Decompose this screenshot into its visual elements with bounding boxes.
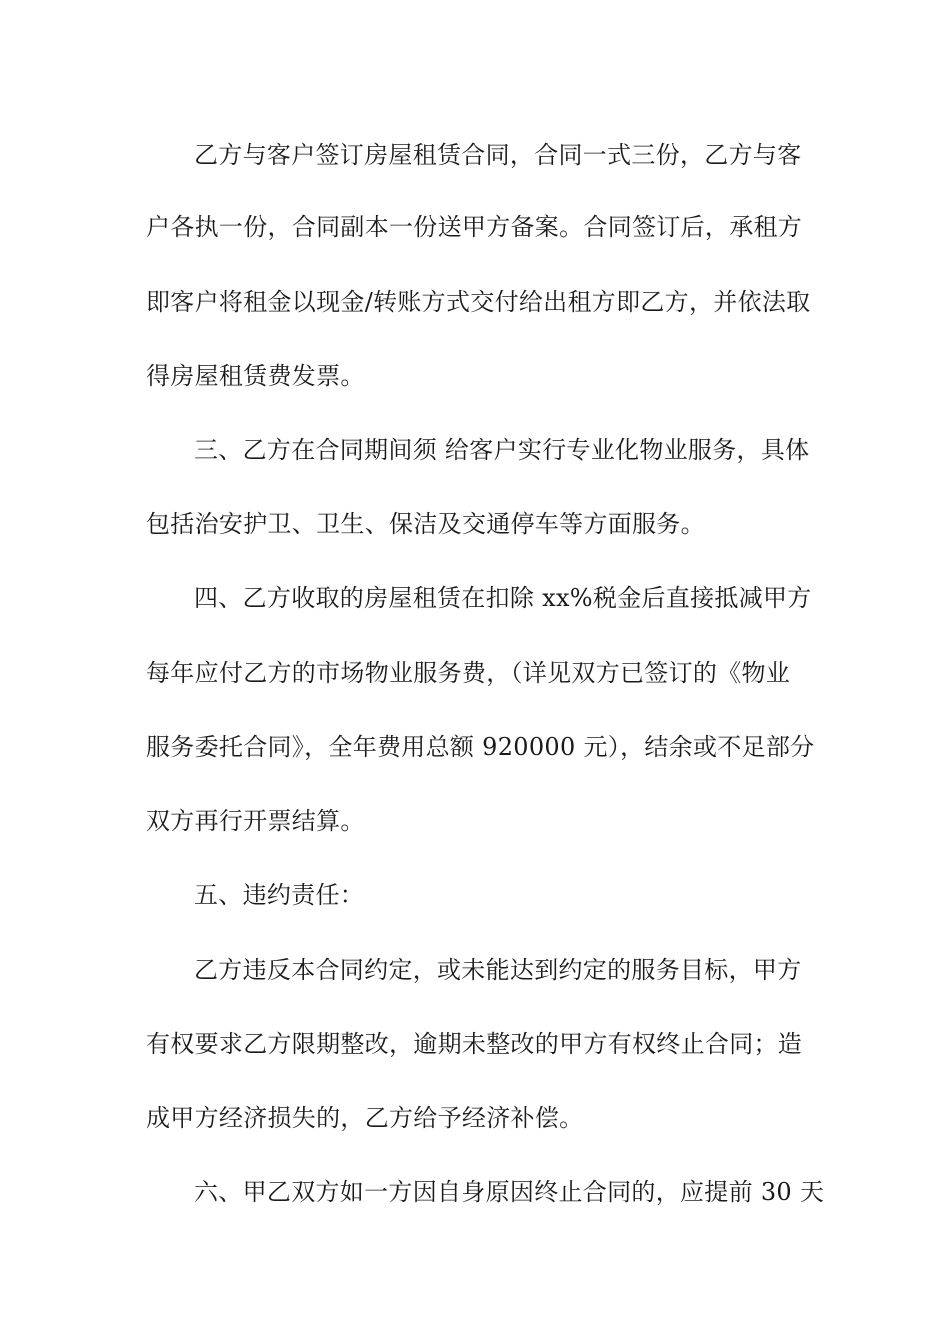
paragraph-line: 即客户将租金以现金/转账方式交付给出租方即乙方，并依法取 bbox=[146, 288, 811, 316]
clause-four-line: 四、乙方收取的房屋租赁在扣除 xx%税金后直接抵减甲方 bbox=[194, 584, 812, 612]
clause-three-line: 三、乙方在合同期间须 给客户实行专业化物业服务，具体 bbox=[194, 436, 810, 464]
paragraph-line: 双方再行开票结算。 bbox=[146, 807, 365, 835]
paragraph-line: 户各执一份，合同副本一份送甲方备案。合同签订后，承租方 bbox=[146, 213, 803, 241]
clause-six-line: 六、甲乙双方如一方因自身原因终止合同的，应提前 30 天 bbox=[194, 1178, 825, 1206]
section-heading-breach: 五、违约责任： bbox=[194, 881, 365, 909]
paragraph-line: 有权要求乙方限期整改，逾期未整改的甲方有权终止合同；造 bbox=[146, 1030, 803, 1058]
paragraph-line: 乙方违反本合同约定，或未能达到约定的服务目标，甲方 bbox=[194, 956, 802, 984]
paragraph-line: 成甲方经济损失的，乙方给予经济补偿。 bbox=[146, 1104, 584, 1132]
paragraph-line: 每年应付乙方的市场物业服务费，（详见双方已签订的《物业 bbox=[146, 659, 791, 687]
paragraph-line: 服务委托合同》，全年费用总额 920000 元），结余或不足部分 bbox=[146, 733, 815, 761]
paragraph-line: 得房屋租赁费发票。 bbox=[146, 362, 365, 390]
paragraph-line: 乙方与客户签订房屋租赁合同，合同一式三份，乙方与客 bbox=[194, 141, 802, 169]
paragraph-line: 包括治安护卫、卫生、保洁及交通停车等方面服务。 bbox=[146, 510, 705, 538]
